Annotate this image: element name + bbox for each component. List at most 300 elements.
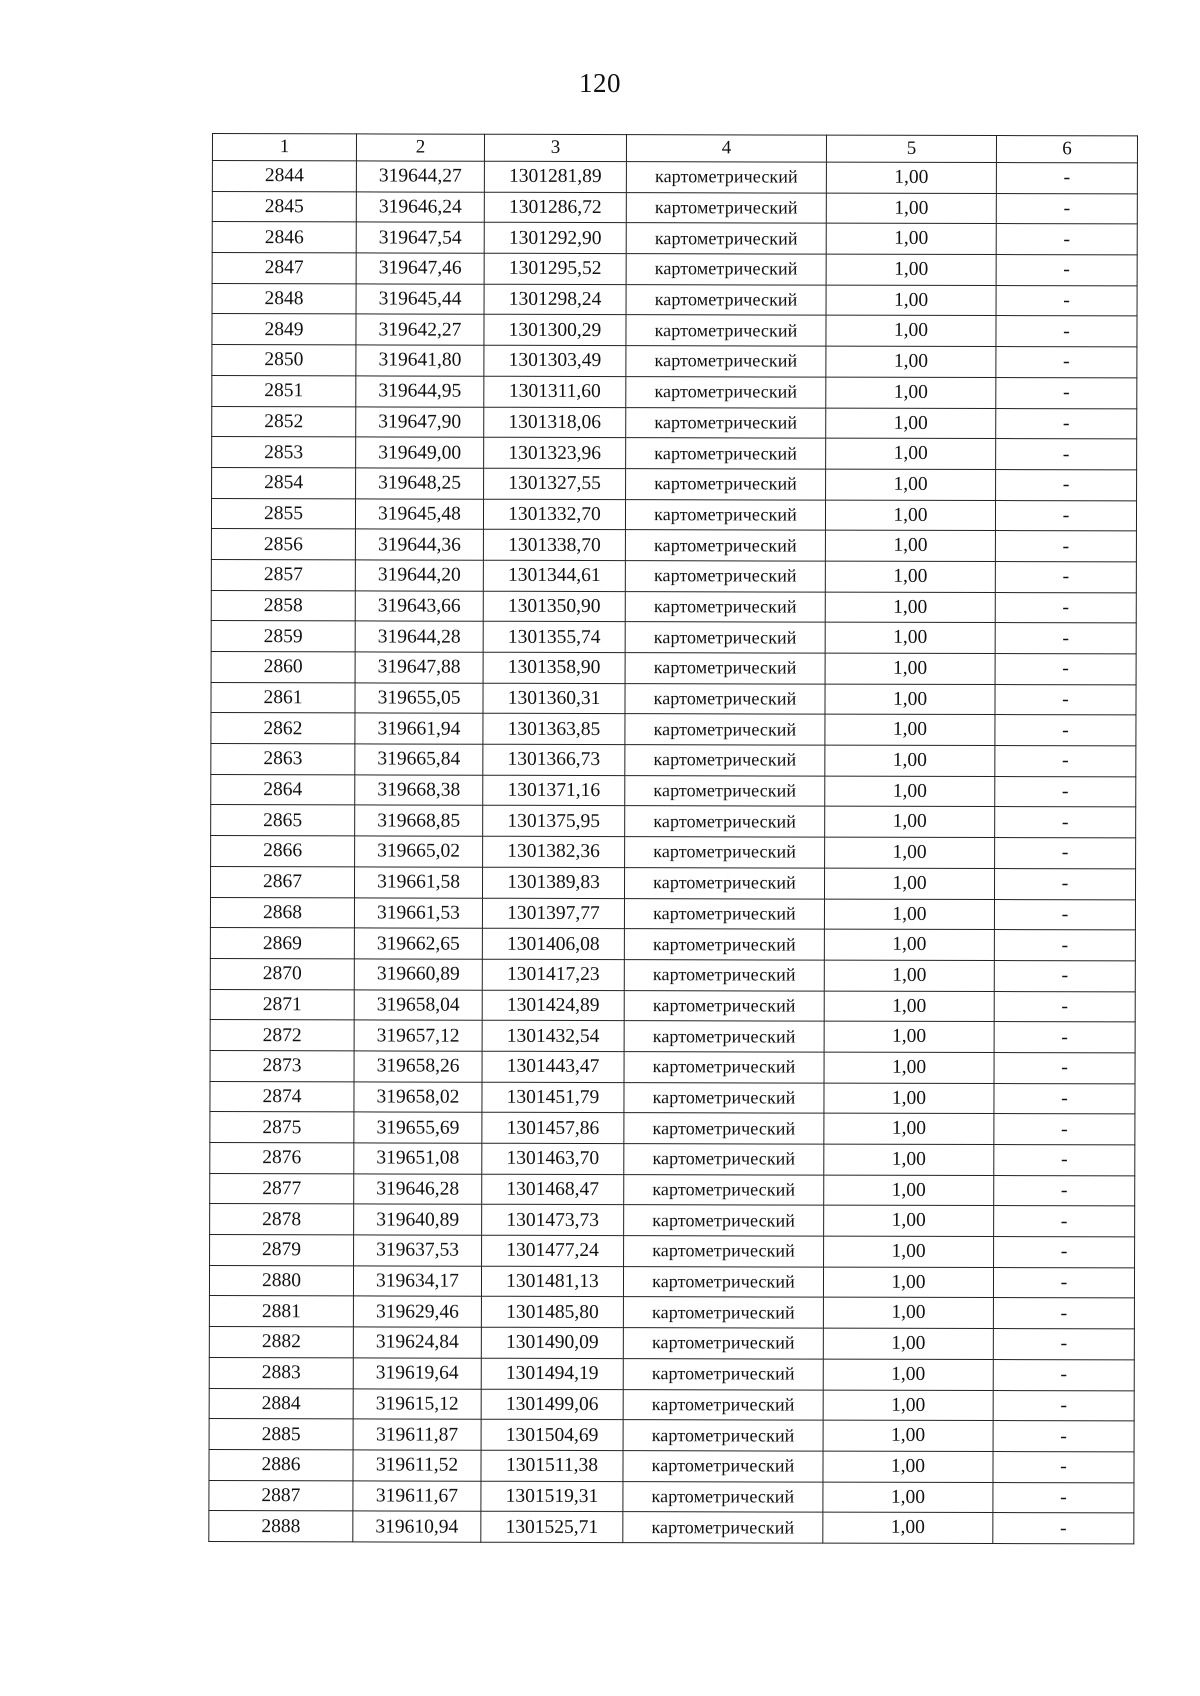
point-number-cell: 2846 bbox=[212, 222, 356, 253]
y-coordinate-cell: 1301457,86 bbox=[482, 1113, 624, 1144]
method-cell: картометрический bbox=[625, 653, 825, 684]
note-cell: - bbox=[994, 1145, 1135, 1176]
x-coordinate-cell: 319644,95 bbox=[356, 376, 484, 407]
x-coordinate-cell: 319646,24 bbox=[356, 192, 484, 223]
point-number-cell: 2861 bbox=[211, 682, 355, 713]
method-cell: картометрический bbox=[623, 1358, 823, 1389]
note-cell: - bbox=[994, 991, 1135, 1022]
point-number-cell: 2860 bbox=[211, 651, 355, 682]
accuracy-cell: 1,00 bbox=[826, 438, 996, 469]
note-cell: - bbox=[994, 1052, 1135, 1083]
note-cell: - bbox=[995, 684, 1136, 715]
note-cell: - bbox=[994, 1237, 1135, 1268]
point-number-cell: 2886 bbox=[209, 1449, 353, 1480]
point-number-cell: 2854 bbox=[212, 467, 356, 498]
table-row bbox=[210, 897, 1135, 930]
table-row bbox=[209, 1511, 1134, 1544]
method-cell: картометрический bbox=[623, 1389, 823, 1420]
method-cell: картометрический bbox=[624, 1205, 824, 1236]
y-coordinate-cell: 1301424,89 bbox=[482, 990, 624, 1021]
accuracy-cell: 1,00 bbox=[826, 377, 996, 408]
table-row bbox=[209, 1357, 1134, 1390]
note-cell: - bbox=[993, 1359, 1134, 1390]
point-number-cell: 2870 bbox=[210, 958, 354, 989]
table-row bbox=[210, 1020, 1135, 1053]
method-cell: картометрический bbox=[623, 1420, 823, 1451]
accuracy-cell: 1,00 bbox=[826, 223, 996, 254]
method-cell: картометрический bbox=[626, 284, 826, 315]
note-cell: - bbox=[993, 1482, 1134, 1513]
method-cell: картометрический bbox=[624, 1174, 824, 1205]
y-coordinate-cell: 1301281,89 bbox=[484, 161, 626, 192]
x-coordinate-cell: 319658,26 bbox=[354, 1051, 482, 1082]
method-cell: картометрический bbox=[624, 1052, 824, 1083]
point-number-cell: 2857 bbox=[211, 559, 355, 590]
point-number-cell: 2844 bbox=[212, 161, 356, 192]
table-row bbox=[211, 774, 1136, 807]
y-coordinate-cell: 1301298,24 bbox=[484, 284, 626, 315]
y-coordinate-cell: 1301485,80 bbox=[481, 1297, 623, 1328]
accuracy-cell: 1,00 bbox=[824, 960, 994, 991]
note-cell: - bbox=[996, 469, 1137, 500]
table-row bbox=[212, 161, 1137, 194]
method-cell: картометрический bbox=[626, 315, 826, 346]
method-cell: картометрический bbox=[623, 1450, 823, 1481]
accuracy-cell: 1,00 bbox=[826, 316, 996, 347]
method-cell: картометрический bbox=[624, 867, 824, 898]
point-number-cell: 2878 bbox=[210, 1204, 354, 1235]
accuracy-cell: 1,00 bbox=[825, 561, 995, 592]
method-cell: картометрический bbox=[624, 1113, 824, 1144]
x-coordinate-cell: 319668,38 bbox=[355, 775, 483, 806]
accuracy-cell: 1,00 bbox=[825, 684, 995, 715]
point-number-cell: 2862 bbox=[211, 713, 355, 744]
x-coordinate-cell: 319619,64 bbox=[353, 1358, 481, 1389]
table-row bbox=[212, 191, 1137, 224]
point-number-cell: 2850 bbox=[212, 345, 356, 376]
y-coordinate-cell: 1301344,61 bbox=[483, 560, 625, 591]
x-coordinate-cell: 319644,28 bbox=[355, 621, 483, 652]
method-cell: картометрический bbox=[626, 192, 826, 223]
accuracy-cell: 1,00 bbox=[824, 1236, 994, 1267]
y-coordinate-cell: 1301295,52 bbox=[484, 253, 626, 284]
y-coordinate-cell: 1301389,83 bbox=[482, 867, 624, 898]
y-coordinate-cell: 1301468,47 bbox=[482, 1174, 624, 1205]
table-row bbox=[210, 1112, 1135, 1145]
table-row bbox=[211, 529, 1136, 562]
table-row bbox=[209, 1419, 1134, 1452]
accuracy-cell: 1,00 bbox=[823, 1359, 993, 1390]
x-coordinate-cell: 319648,25 bbox=[356, 468, 484, 499]
table-row bbox=[212, 345, 1137, 378]
point-number-cell: 2869 bbox=[210, 928, 354, 959]
point-number-cell: 2872 bbox=[210, 1020, 354, 1051]
point-number-cell: 2858 bbox=[211, 590, 355, 621]
point-number-cell: 2885 bbox=[209, 1419, 353, 1450]
method-cell: картометрический bbox=[623, 1481, 823, 1512]
y-coordinate-cell: 1301397,77 bbox=[482, 898, 624, 929]
table-row bbox=[210, 1142, 1135, 1175]
point-number-cell: 2849 bbox=[212, 314, 356, 345]
method-cell: картометрический bbox=[625, 745, 825, 776]
y-coordinate-cell: 1301318,06 bbox=[484, 407, 626, 438]
accuracy-cell: 1,00 bbox=[824, 1144, 994, 1175]
x-coordinate-cell: 319668,85 bbox=[355, 805, 483, 836]
table-row bbox=[210, 958, 1135, 991]
method-cell: картометрический bbox=[623, 1266, 823, 1297]
method-cell: картометрический bbox=[626, 346, 826, 377]
table-row bbox=[211, 651, 1136, 684]
point-number-cell: 2848 bbox=[212, 283, 356, 314]
accuracy-cell: 1,00 bbox=[823, 1328, 993, 1359]
method-cell: картометрический bbox=[626, 223, 826, 254]
y-coordinate-cell: 1301432,54 bbox=[482, 1020, 624, 1051]
note-cell: - bbox=[994, 1083, 1135, 1114]
method-cell: картометрический bbox=[623, 1297, 823, 1328]
column-header: 6 bbox=[996, 136, 1137, 163]
y-coordinate-cell: 1301366,73 bbox=[483, 744, 625, 775]
accuracy-cell: 1,00 bbox=[825, 776, 995, 807]
note-cell: - bbox=[993, 1298, 1134, 1329]
accuracy-cell: 1,00 bbox=[823, 1390, 993, 1421]
accuracy-cell: 1,00 bbox=[824, 991, 994, 1022]
table-row bbox=[209, 1265, 1134, 1298]
point-number-cell: 2852 bbox=[212, 406, 356, 437]
note-cell: - bbox=[996, 347, 1137, 378]
table-row bbox=[211, 805, 1136, 838]
table-row bbox=[210, 1081, 1135, 1114]
note-cell: - bbox=[995, 654, 1136, 685]
x-coordinate-cell: 319658,04 bbox=[354, 989, 482, 1020]
table-body bbox=[209, 161, 1138, 1544]
x-coordinate-cell: 319611,87 bbox=[353, 1419, 481, 1450]
y-coordinate-cell: 1301473,73 bbox=[482, 1205, 624, 1236]
coordinates-table bbox=[208, 133, 1138, 1544]
x-coordinate-cell: 319644,20 bbox=[355, 560, 483, 591]
method-cell: картометрический bbox=[626, 376, 826, 407]
accuracy-cell: 1,00 bbox=[823, 1482, 993, 1513]
point-number-cell: 2884 bbox=[209, 1388, 353, 1419]
method-cell: картометрический bbox=[624, 929, 824, 960]
table-row bbox=[209, 1388, 1134, 1421]
accuracy-cell: 1,00 bbox=[824, 1021, 994, 1052]
note-cell: - bbox=[994, 930, 1135, 961]
point-number-cell: 2847 bbox=[212, 253, 356, 284]
table-row bbox=[210, 1050, 1135, 1083]
accuracy-cell: 1,00 bbox=[826, 285, 996, 316]
table-row bbox=[211, 559, 1136, 592]
point-number-cell: 2865 bbox=[211, 805, 355, 836]
point-number-cell: 2881 bbox=[209, 1296, 353, 1327]
method-cell: картометрический bbox=[626, 407, 826, 438]
accuracy-cell: 1,00 bbox=[825, 622, 995, 653]
table-row bbox=[210, 866, 1135, 899]
point-number-cell: 2859 bbox=[211, 621, 355, 652]
method-cell: картометрический bbox=[624, 1082, 824, 1113]
y-coordinate-cell: 1301481,13 bbox=[481, 1266, 623, 1297]
method-cell: картометрический bbox=[624, 990, 824, 1021]
x-coordinate-cell: 319662,65 bbox=[354, 928, 482, 959]
method-cell: картометрический bbox=[625, 530, 825, 561]
accuracy-cell: 1,00 bbox=[825, 807, 995, 838]
table-row bbox=[212, 283, 1137, 316]
table-row bbox=[210, 1173, 1135, 1206]
y-coordinate-cell: 1301443,47 bbox=[482, 1051, 624, 1082]
y-coordinate-cell: 1301463,70 bbox=[482, 1143, 624, 1174]
x-coordinate-cell: 319661,94 bbox=[355, 713, 483, 744]
note-cell: - bbox=[995, 807, 1136, 838]
x-coordinate-cell: 319665,84 bbox=[355, 744, 483, 775]
point-number-cell: 2874 bbox=[210, 1081, 354, 1112]
point-number-cell: 2845 bbox=[212, 191, 356, 222]
accuracy-cell: 1,00 bbox=[824, 929, 994, 960]
y-coordinate-cell: 1301371,16 bbox=[483, 775, 625, 806]
x-coordinate-cell: 319655,05 bbox=[355, 683, 483, 714]
method-cell: картометрический bbox=[625, 683, 825, 714]
accuracy-cell: 1,00 bbox=[825, 745, 995, 776]
y-coordinate-cell: 1301327,55 bbox=[484, 468, 626, 499]
method-cell: картометрический bbox=[624, 1144, 824, 1175]
column-header: 2 bbox=[356, 134, 484, 161]
y-coordinate-cell: 1301332,70 bbox=[483, 499, 625, 530]
accuracy-cell: 1,00 bbox=[825, 592, 995, 623]
note-cell: - bbox=[994, 868, 1135, 899]
point-number-cell: 2882 bbox=[209, 1327, 353, 1358]
x-coordinate-cell: 319661,58 bbox=[354, 867, 482, 898]
accuracy-cell: 1,00 bbox=[823, 1451, 993, 1482]
note-cell: - bbox=[995, 561, 1136, 592]
y-coordinate-cell: 1301519,31 bbox=[481, 1481, 623, 1512]
point-number-cell: 2853 bbox=[212, 437, 356, 468]
point-number-cell: 2876 bbox=[210, 1142, 354, 1173]
y-coordinate-cell: 1301451,79 bbox=[482, 1082, 624, 1113]
point-number-cell: 2855 bbox=[211, 498, 355, 529]
y-coordinate-cell: 1301338,70 bbox=[483, 529, 625, 560]
point-number-cell: 2871 bbox=[210, 989, 354, 1020]
y-coordinate-cell: 1301494,19 bbox=[481, 1358, 623, 1389]
x-coordinate-cell: 319611,67 bbox=[353, 1480, 481, 1511]
x-coordinate-cell: 319660,89 bbox=[354, 959, 482, 990]
y-coordinate-cell: 1301375,95 bbox=[483, 806, 625, 837]
method-cell: картометрический bbox=[625, 775, 825, 806]
x-coordinate-cell: 319624,84 bbox=[353, 1327, 481, 1358]
x-coordinate-cell: 319651,08 bbox=[354, 1143, 482, 1174]
x-coordinate-cell: 319647,54 bbox=[356, 222, 484, 253]
note-cell: - bbox=[996, 285, 1137, 316]
note-cell: - bbox=[996, 316, 1137, 347]
y-coordinate-cell: 1301311,60 bbox=[484, 376, 626, 407]
note-cell: - bbox=[995, 623, 1136, 654]
x-coordinate-cell: 319647,88 bbox=[355, 652, 483, 683]
point-number-cell: 2868 bbox=[210, 897, 354, 928]
note-cell: - bbox=[993, 1390, 1134, 1421]
note-cell: - bbox=[994, 1206, 1135, 1237]
note-cell: - bbox=[996, 439, 1137, 470]
method-cell: картометрический bbox=[626, 438, 826, 469]
accuracy-cell: 1,00 bbox=[826, 162, 996, 193]
x-coordinate-cell: 319634,17 bbox=[353, 1266, 481, 1297]
note-cell: - bbox=[995, 776, 1136, 807]
note-cell: - bbox=[996, 163, 1137, 194]
column-header: 3 bbox=[484, 134, 626, 161]
note-cell: - bbox=[995, 838, 1136, 869]
accuracy-cell: 1,00 bbox=[826, 408, 996, 439]
x-coordinate-cell: 319655,69 bbox=[354, 1112, 482, 1143]
point-number-cell: 2867 bbox=[210, 866, 354, 897]
point-number-cell: 2877 bbox=[210, 1173, 354, 1204]
point-number-cell: 2888 bbox=[209, 1511, 353, 1542]
x-coordinate-cell: 319645,48 bbox=[355, 498, 483, 529]
table-row bbox=[211, 836, 1136, 869]
point-number-cell: 2856 bbox=[211, 529, 355, 560]
y-coordinate-cell: 1301490,09 bbox=[481, 1327, 623, 1358]
x-coordinate-cell: 319611,52 bbox=[353, 1450, 481, 1481]
note-cell: - bbox=[994, 899, 1135, 930]
table-row bbox=[210, 1235, 1135, 1268]
y-coordinate-cell: 1301323,96 bbox=[484, 437, 626, 468]
method-cell: картометрический bbox=[625, 837, 825, 868]
table-row bbox=[212, 222, 1137, 255]
table-row bbox=[210, 989, 1135, 1022]
note-cell: - bbox=[994, 960, 1135, 991]
note-cell: - bbox=[996, 255, 1137, 286]
y-coordinate-cell: 1301504,69 bbox=[481, 1419, 623, 1450]
x-coordinate-cell: 319642,27 bbox=[356, 314, 484, 345]
column-header: 1 bbox=[212, 134, 356, 161]
table-row bbox=[209, 1296, 1134, 1329]
table-row bbox=[211, 682, 1136, 715]
note-cell: - bbox=[993, 1329, 1134, 1360]
y-coordinate-cell: 1301358,90 bbox=[483, 652, 625, 683]
accuracy-cell: 1,00 bbox=[824, 899, 994, 930]
y-coordinate-cell: 1301477,24 bbox=[482, 1235, 624, 1266]
method-cell: картометрический bbox=[625, 499, 825, 530]
x-coordinate-cell: 319643,66 bbox=[355, 591, 483, 622]
accuracy-cell: 1,00 bbox=[824, 1052, 994, 1083]
note-cell: - bbox=[994, 1175, 1135, 1206]
accuracy-cell: 1,00 bbox=[823, 1512, 993, 1543]
method-cell: картометрический bbox=[623, 1328, 823, 1359]
method-cell: картометрический bbox=[624, 1021, 824, 1052]
method-cell: картометрический bbox=[626, 254, 826, 285]
method-cell: картометрический bbox=[626, 162, 826, 193]
note-cell: - bbox=[996, 193, 1137, 224]
x-coordinate-cell: 319657,12 bbox=[354, 1020, 482, 1051]
point-number-cell: 2875 bbox=[210, 1112, 354, 1143]
table-row bbox=[211, 590, 1136, 623]
note-cell: - bbox=[995, 500, 1136, 531]
x-coordinate-cell: 319646,28 bbox=[354, 1174, 482, 1205]
x-coordinate-cell: 319615,12 bbox=[353, 1388, 481, 1419]
x-coordinate-cell: 319647,46 bbox=[356, 253, 484, 284]
method-cell: картометрический bbox=[626, 468, 826, 499]
accuracy-cell: 1,00 bbox=[824, 1205, 994, 1236]
accuracy-cell: 1,00 bbox=[825, 500, 995, 531]
note-cell: - bbox=[993, 1421, 1134, 1452]
note-cell: - bbox=[993, 1513, 1134, 1544]
table-row bbox=[212, 253, 1137, 286]
x-coordinate-cell: 319640,89 bbox=[354, 1204, 482, 1235]
point-number-cell: 2873 bbox=[210, 1050, 354, 1081]
accuracy-cell: 1,00 bbox=[824, 1175, 994, 1206]
y-coordinate-cell: 1301286,72 bbox=[484, 192, 626, 223]
y-coordinate-cell: 1301350,90 bbox=[483, 591, 625, 622]
table-row bbox=[209, 1480, 1134, 1513]
x-coordinate-cell: 319610,94 bbox=[353, 1511, 481, 1542]
accuracy-cell: 1,00 bbox=[825, 653, 995, 684]
column-header: 4 bbox=[626, 135, 826, 163]
table-row bbox=[211, 498, 1136, 531]
accuracy-cell: 1,00 bbox=[825, 837, 995, 868]
note-cell: - bbox=[996, 224, 1137, 255]
x-coordinate-cell: 319644,36 bbox=[355, 529, 483, 560]
x-coordinate-cell: 319629,46 bbox=[353, 1296, 481, 1327]
accuracy-cell: 1,00 bbox=[823, 1298, 993, 1329]
method-cell: картометрический bbox=[625, 591, 825, 622]
table-row bbox=[211, 621, 1136, 654]
method-cell: картометрический bbox=[624, 1236, 824, 1267]
table-header-row bbox=[212, 134, 1137, 163]
note-cell: - bbox=[993, 1267, 1134, 1298]
y-coordinate-cell: 1301406,08 bbox=[482, 928, 624, 959]
y-coordinate-cell: 1301300,29 bbox=[484, 315, 626, 346]
method-cell: картометрический bbox=[624, 898, 824, 929]
x-coordinate-cell: 319637,53 bbox=[354, 1235, 482, 1266]
table-row bbox=[212, 375, 1137, 408]
accuracy-cell: 1,00 bbox=[826, 193, 996, 224]
point-number-cell: 2887 bbox=[209, 1480, 353, 1511]
y-coordinate-cell: 1301360,31 bbox=[483, 683, 625, 714]
y-coordinate-cell: 1301499,06 bbox=[481, 1389, 623, 1420]
accuracy-cell: 1,00 bbox=[823, 1420, 993, 1451]
table-row bbox=[212, 467, 1137, 500]
x-coordinate-cell: 319641,80 bbox=[356, 345, 484, 376]
point-number-cell: 2851 bbox=[212, 375, 356, 406]
note-cell: - bbox=[995, 715, 1136, 746]
accuracy-cell: 1,00 bbox=[824, 868, 994, 899]
x-coordinate-cell: 319661,53 bbox=[354, 897, 482, 928]
note-cell: - bbox=[993, 1451, 1134, 1482]
point-number-cell: 2866 bbox=[211, 836, 355, 867]
accuracy-cell: 1,00 bbox=[824, 1113, 994, 1144]
y-coordinate-cell: 1301511,38 bbox=[481, 1450, 623, 1481]
x-coordinate-cell: 319649,00 bbox=[356, 437, 484, 468]
method-cell: картометрический bbox=[625, 714, 825, 745]
table-row bbox=[209, 1327, 1134, 1360]
accuracy-cell: 1,00 bbox=[826, 346, 996, 377]
table-row bbox=[212, 437, 1137, 470]
method-cell: картометрический bbox=[625, 561, 825, 592]
x-coordinate-cell: 319647,90 bbox=[356, 406, 484, 437]
table-row bbox=[210, 1204, 1135, 1237]
method-cell: картометрический bbox=[625, 622, 825, 653]
table-row bbox=[212, 406, 1137, 439]
method-cell: картометрический bbox=[623, 1512, 823, 1543]
accuracy-cell: 1,00 bbox=[825, 714, 995, 745]
column-header: 5 bbox=[826, 135, 996, 162]
accuracy-cell: 1,00 bbox=[823, 1267, 993, 1298]
table-row bbox=[211, 713, 1136, 746]
note-cell: - bbox=[996, 377, 1137, 408]
y-coordinate-cell: 1301355,74 bbox=[483, 622, 625, 653]
note-cell: - bbox=[994, 1022, 1135, 1053]
x-coordinate-cell: 319645,44 bbox=[356, 284, 484, 315]
page-number: 120 bbox=[579, 68, 621, 98]
y-coordinate-cell: 1301292,90 bbox=[484, 223, 626, 254]
accuracy-cell: 1,00 bbox=[824, 1083, 994, 1114]
x-coordinate-cell: 319665,02 bbox=[355, 836, 483, 867]
point-number-cell: 2863 bbox=[211, 744, 355, 775]
